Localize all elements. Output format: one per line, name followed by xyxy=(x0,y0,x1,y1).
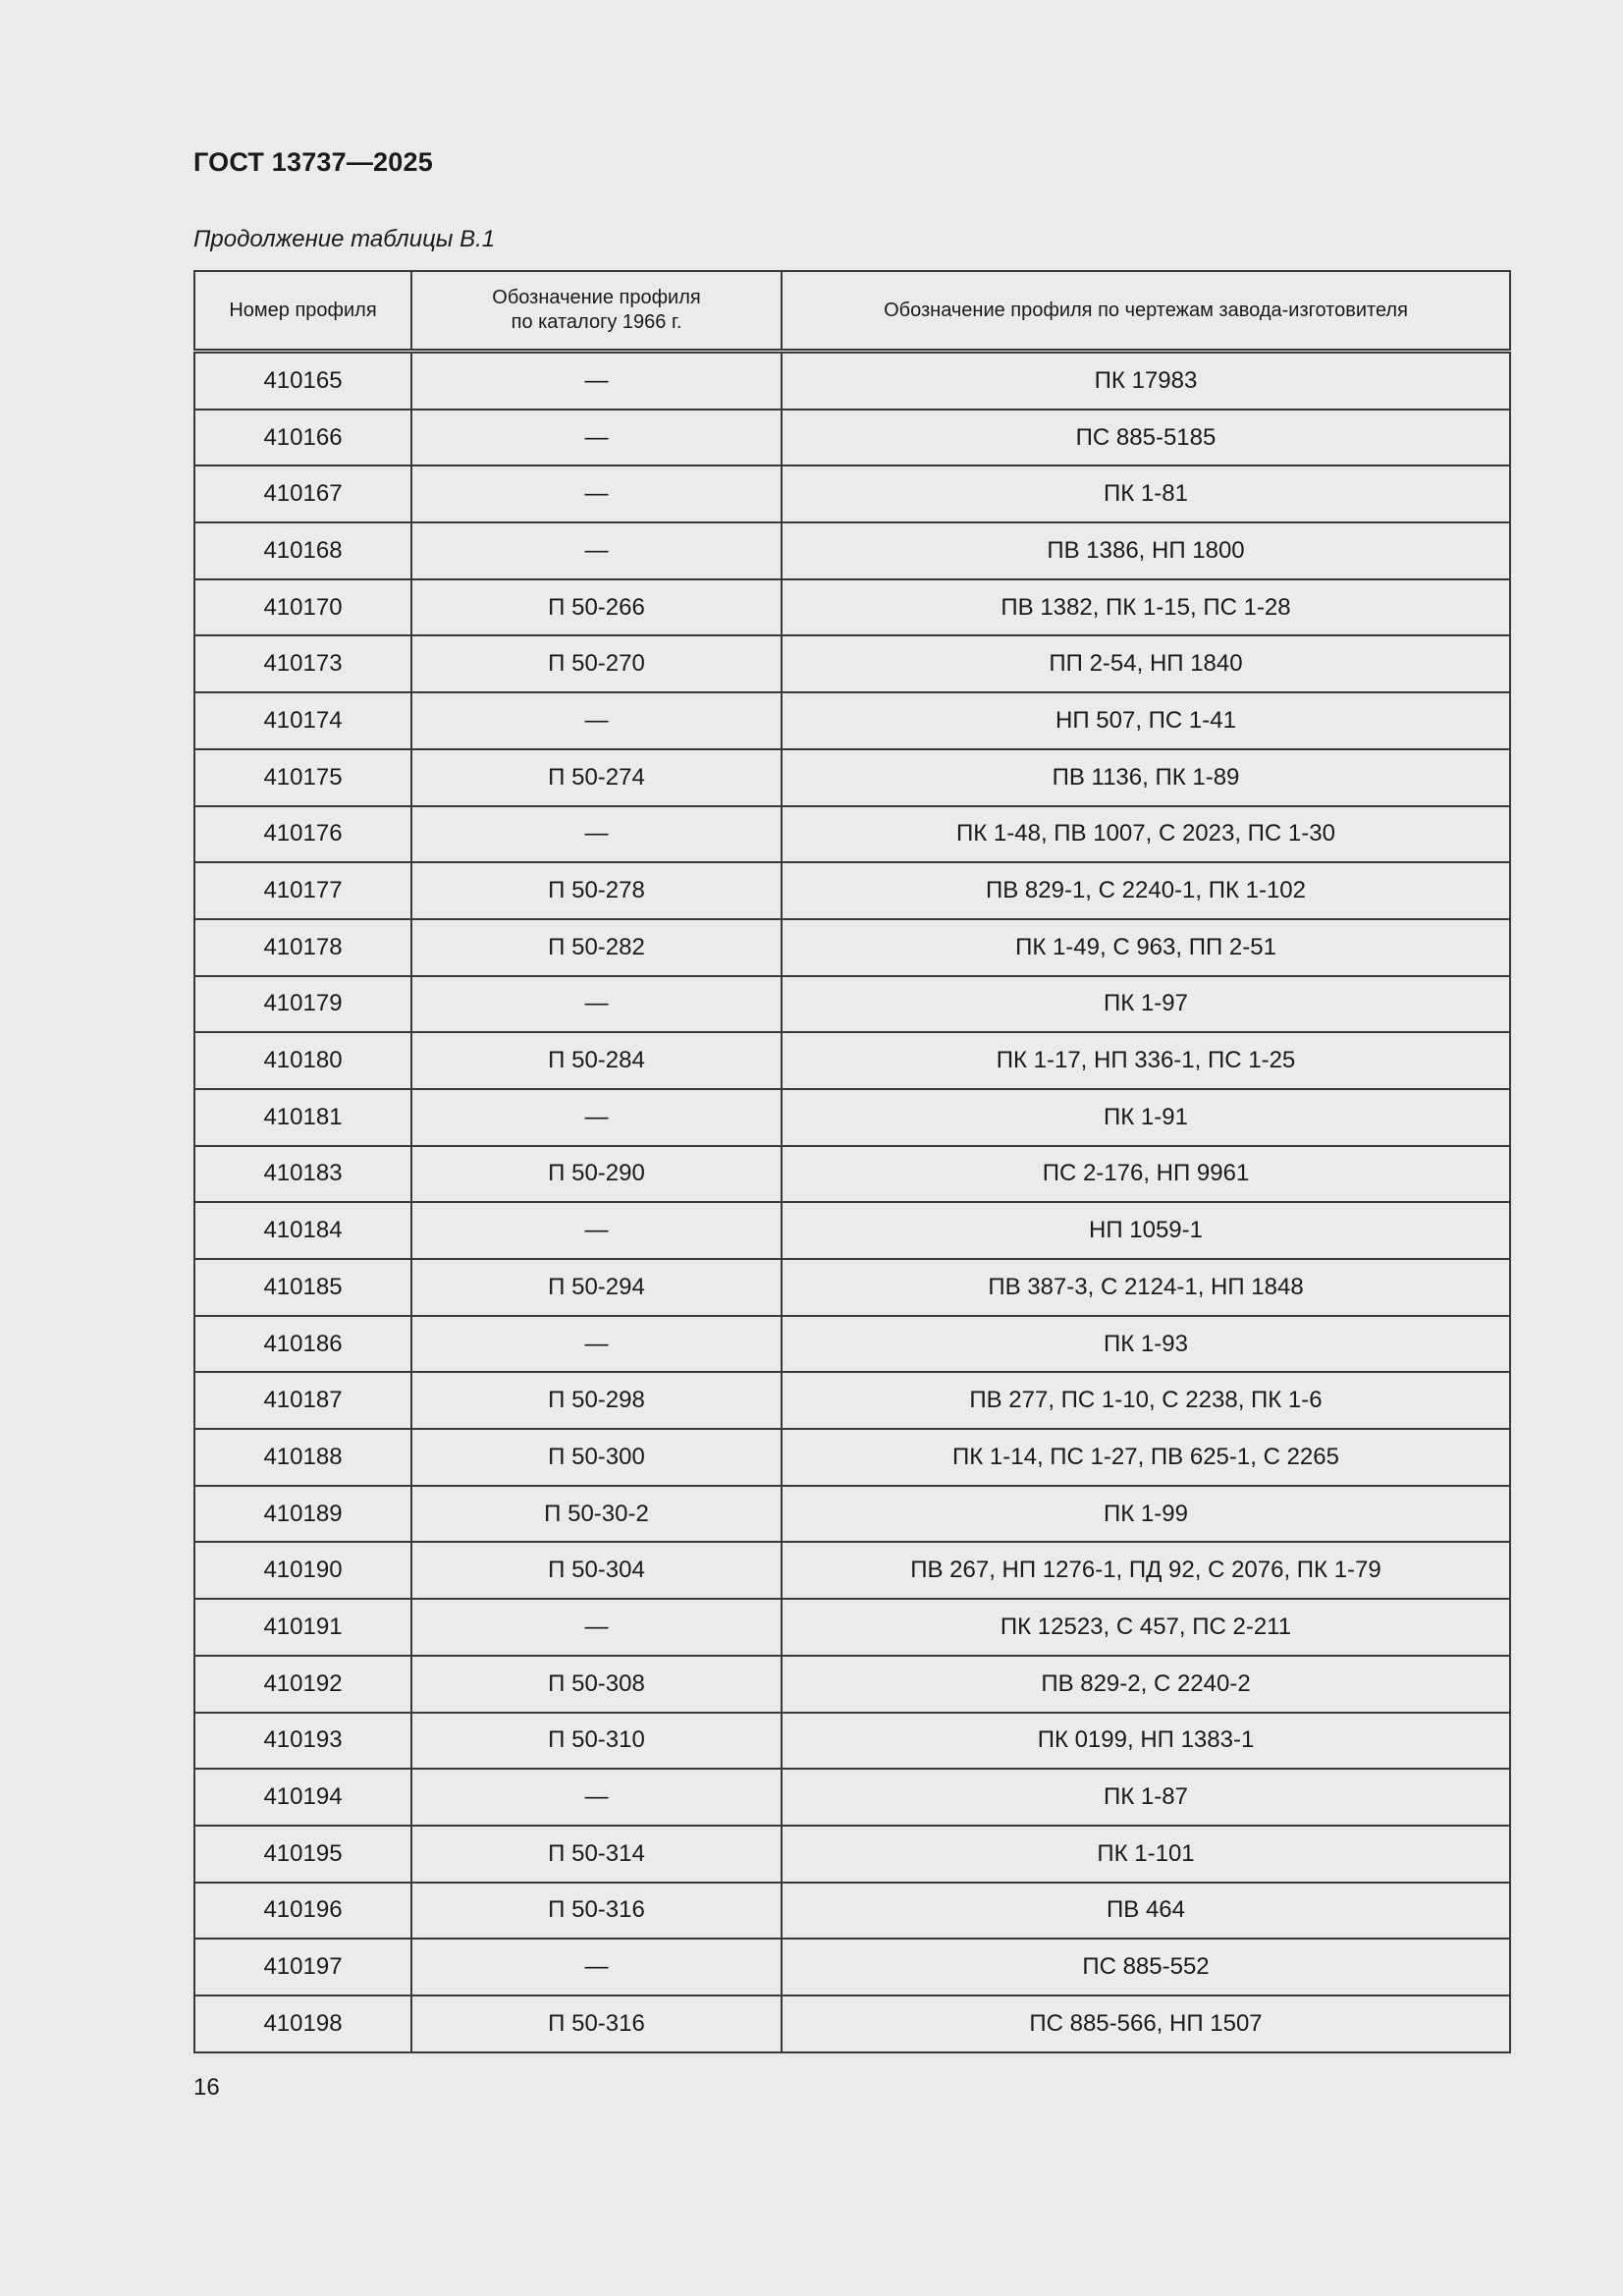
cell-catalog-1966: П 50-274 xyxy=(411,749,782,806)
cell-factory-designation: ПС 885-5185 xyxy=(782,410,1510,466)
cell-factory-designation: ПК 1-17, НП 336-1, ПС 1-25 xyxy=(782,1032,1510,1089)
cell-factory-designation: ПК 1-101 xyxy=(782,1826,1510,1883)
cell-factory-designation: ПК 1-49, С 963, ПП 2-51 xyxy=(782,919,1510,976)
cell-factory-designation: ПВ 387-3, С 2124-1, НП 1848 xyxy=(782,1259,1510,1316)
cell-catalog-1966: — xyxy=(411,692,782,749)
cell-catalog-1966: П 50-316 xyxy=(411,1995,782,2052)
header-profile-number: Номер профиля xyxy=(194,271,411,352)
cell-profile-number: 410177 xyxy=(194,862,411,919)
table-row xyxy=(194,1769,1510,1826)
cell-profile-number: 410190 xyxy=(194,1542,411,1599)
cell-profile-number: 410184 xyxy=(194,1202,411,1259)
table-row xyxy=(194,976,1510,1033)
table-row xyxy=(194,1316,1510,1373)
cell-profile-number: 410165 xyxy=(194,352,411,410)
table-body xyxy=(194,352,1510,2052)
cell-catalog-1966: П 50-316 xyxy=(411,1883,782,1940)
cell-catalog-1966: — xyxy=(411,352,782,410)
cell-profile-number: 410189 xyxy=(194,1486,411,1543)
cell-profile-number: 410191 xyxy=(194,1599,411,1656)
cell-factory-designation: ПК 1-97 xyxy=(782,976,1510,1033)
cell-factory-designation: ПП 2-54, НП 1840 xyxy=(782,635,1510,692)
cell-profile-number: 410197 xyxy=(194,1939,411,1995)
cell-profile-number: 410186 xyxy=(194,1316,411,1373)
cell-profile-number: 410170 xyxy=(194,579,411,636)
table-row xyxy=(194,1032,1510,1089)
cell-factory-designation: ПВ 464 xyxy=(782,1883,1510,1940)
table-row xyxy=(194,1939,1510,1995)
table-row xyxy=(194,352,1510,410)
table-row xyxy=(194,1599,1510,1656)
cell-factory-designation: ПК 1-87 xyxy=(782,1769,1510,1826)
cell-profile-number: 410175 xyxy=(194,749,411,806)
cell-catalog-1966: П 50-290 xyxy=(411,1146,782,1203)
profile-table xyxy=(193,270,1511,2053)
table-row xyxy=(194,1542,1510,1599)
cell-factory-designation: ПВ 1386, НП 1800 xyxy=(782,522,1510,579)
cell-profile-number: 410180 xyxy=(194,1032,411,1089)
table-row xyxy=(194,1202,1510,1259)
cell-catalog-1966: — xyxy=(411,1769,782,1826)
cell-factory-designation: ПК 1-91 xyxy=(782,1089,1510,1146)
table-row xyxy=(194,862,1510,919)
cell-catalog-1966: — xyxy=(411,806,782,863)
cell-profile-number: 410174 xyxy=(194,692,411,749)
cell-catalog-1966: П 50-282 xyxy=(411,919,782,976)
cell-profile-number: 410192 xyxy=(194,1656,411,1713)
cell-factory-designation: НП 1059-1 xyxy=(782,1202,1510,1259)
cell-factory-designation: ПВ 829-2, С 2240-2 xyxy=(782,1656,1510,1713)
table-row xyxy=(194,579,1510,636)
header-factory-designation: Обозначение профиля по чертежам завода-изготовителя xyxy=(782,271,1510,352)
cell-catalog-1966: П 50-298 xyxy=(411,1372,782,1429)
table-row xyxy=(194,522,1510,579)
table-row xyxy=(194,806,1510,863)
cell-catalog-1966: П 50-300 xyxy=(411,1429,782,1486)
cell-profile-number: 410179 xyxy=(194,976,411,1033)
table-row xyxy=(194,465,1510,522)
table-row xyxy=(194,1146,1510,1203)
cell-profile-number: 410173 xyxy=(194,635,411,692)
cell-factory-designation: ПВ 1136, ПК 1-89 xyxy=(782,749,1510,806)
cell-profile-number: 410181 xyxy=(194,1089,411,1146)
cell-profile-number: 410185 xyxy=(194,1259,411,1316)
cell-catalog-1966: П 50-310 xyxy=(411,1713,782,1770)
cell-factory-designation: ПК 1-48, ПВ 1007, С 2023, ПС 1-30 xyxy=(782,806,1510,863)
table-row xyxy=(194,749,1510,806)
document-id: ГОСТ 13737—2025 xyxy=(193,147,433,177)
cell-profile-number: 410196 xyxy=(194,1883,411,1940)
cell-profile-number: 410166 xyxy=(194,410,411,466)
cell-factory-designation: ПС 885-566, НП 1507 xyxy=(782,1995,1510,2052)
cell-profile-number: 410176 xyxy=(194,806,411,863)
table-row xyxy=(194,1995,1510,2052)
table-row xyxy=(194,692,1510,749)
cell-catalog-1966: — xyxy=(411,522,782,579)
cell-factory-designation: ПК 1-99 xyxy=(782,1486,1510,1543)
header-catalog-1966: Обозначение профиля по каталогу 1966 г. xyxy=(411,271,782,352)
cell-catalog-1966: П 50-308 xyxy=(411,1656,782,1713)
cell-profile-number: 410194 xyxy=(194,1769,411,1826)
profile-table-container xyxy=(193,270,1509,2053)
table-row xyxy=(194,1486,1510,1543)
table-row xyxy=(194,1656,1510,1713)
page-number: 16 xyxy=(193,2074,220,2101)
table-row xyxy=(194,1372,1510,1429)
cell-profile-number: 410183 xyxy=(194,1146,411,1203)
table-header-row xyxy=(194,271,1510,352)
cell-factory-designation: ПК 17983 xyxy=(782,352,1510,410)
cell-catalog-1966: — xyxy=(411,1599,782,1656)
table-row xyxy=(194,635,1510,692)
cell-profile-number: 410193 xyxy=(194,1713,411,1770)
table-row xyxy=(194,1883,1510,1940)
cell-factory-designation: ПК 1-81 xyxy=(782,465,1510,522)
cell-factory-designation: ПК 12523, С 457, ПС 2-211 xyxy=(782,1599,1510,1656)
cell-profile-number: 410168 xyxy=(194,522,411,579)
cell-catalog-1966: — xyxy=(411,1089,782,1146)
cell-catalog-1966: — xyxy=(411,1316,782,1373)
cell-factory-designation: ПК 1-14, ПС 1-27, ПВ 625-1, С 2265 xyxy=(782,1429,1510,1486)
cell-catalog-1966: П 50-294 xyxy=(411,1259,782,1316)
table-row xyxy=(194,1259,1510,1316)
table-row xyxy=(194,1089,1510,1146)
table-row xyxy=(194,1713,1510,1770)
cell-catalog-1966: П 50-270 xyxy=(411,635,782,692)
cell-catalog-1966: П 50-314 xyxy=(411,1826,782,1883)
cell-factory-designation: ПВ 829-1, С 2240-1, ПК 1-102 xyxy=(782,862,1510,919)
cell-catalog-1966: П 50-266 xyxy=(411,579,782,636)
cell-profile-number: 410188 xyxy=(194,1429,411,1486)
cell-factory-designation: НП 507, ПС 1-41 xyxy=(782,692,1510,749)
cell-factory-designation: ПК 0199, НП 1383-1 xyxy=(782,1713,1510,1770)
cell-catalog-1966: П 50-30-2 xyxy=(411,1486,782,1543)
cell-catalog-1966: — xyxy=(411,465,782,522)
cell-profile-number: 410187 xyxy=(194,1372,411,1429)
cell-factory-designation: ПС 2-176, НП 9961 xyxy=(782,1146,1510,1203)
table-row xyxy=(194,1826,1510,1883)
cell-profile-number: 410195 xyxy=(194,1826,411,1883)
cell-catalog-1966: П 50-278 xyxy=(411,862,782,919)
cell-profile-number: 410167 xyxy=(194,465,411,522)
cell-catalog-1966: — xyxy=(411,976,782,1033)
cell-catalog-1966: — xyxy=(411,410,782,466)
cell-factory-designation: ПВ 1382, ПК 1-15, ПС 1-28 xyxy=(782,579,1510,636)
cell-profile-number: 410178 xyxy=(194,919,411,976)
cell-factory-designation: ПВ 277, ПС 1-10, С 2238, ПК 1-6 xyxy=(782,1372,1510,1429)
cell-factory-designation: ПВ 267, НП 1276-1, ПД 92, С 2076, ПК 1-79 xyxy=(782,1542,1510,1599)
table-row xyxy=(194,919,1510,976)
table-row xyxy=(194,410,1510,466)
cell-catalog-1966: П 50-304 xyxy=(411,1542,782,1599)
cell-catalog-1966: — xyxy=(411,1939,782,1995)
cell-profile-number: 410198 xyxy=(194,1995,411,2052)
cell-catalog-1966: — xyxy=(411,1202,782,1259)
cell-factory-designation: ПС 885-552 xyxy=(782,1939,1510,1995)
cell-catalog-1966: П 50-284 xyxy=(411,1032,782,1089)
cell-factory-designation: ПК 1-93 xyxy=(782,1316,1510,1373)
table-row xyxy=(194,1429,1510,1486)
table-caption: Продолжение таблицы В.1 xyxy=(193,226,496,252)
